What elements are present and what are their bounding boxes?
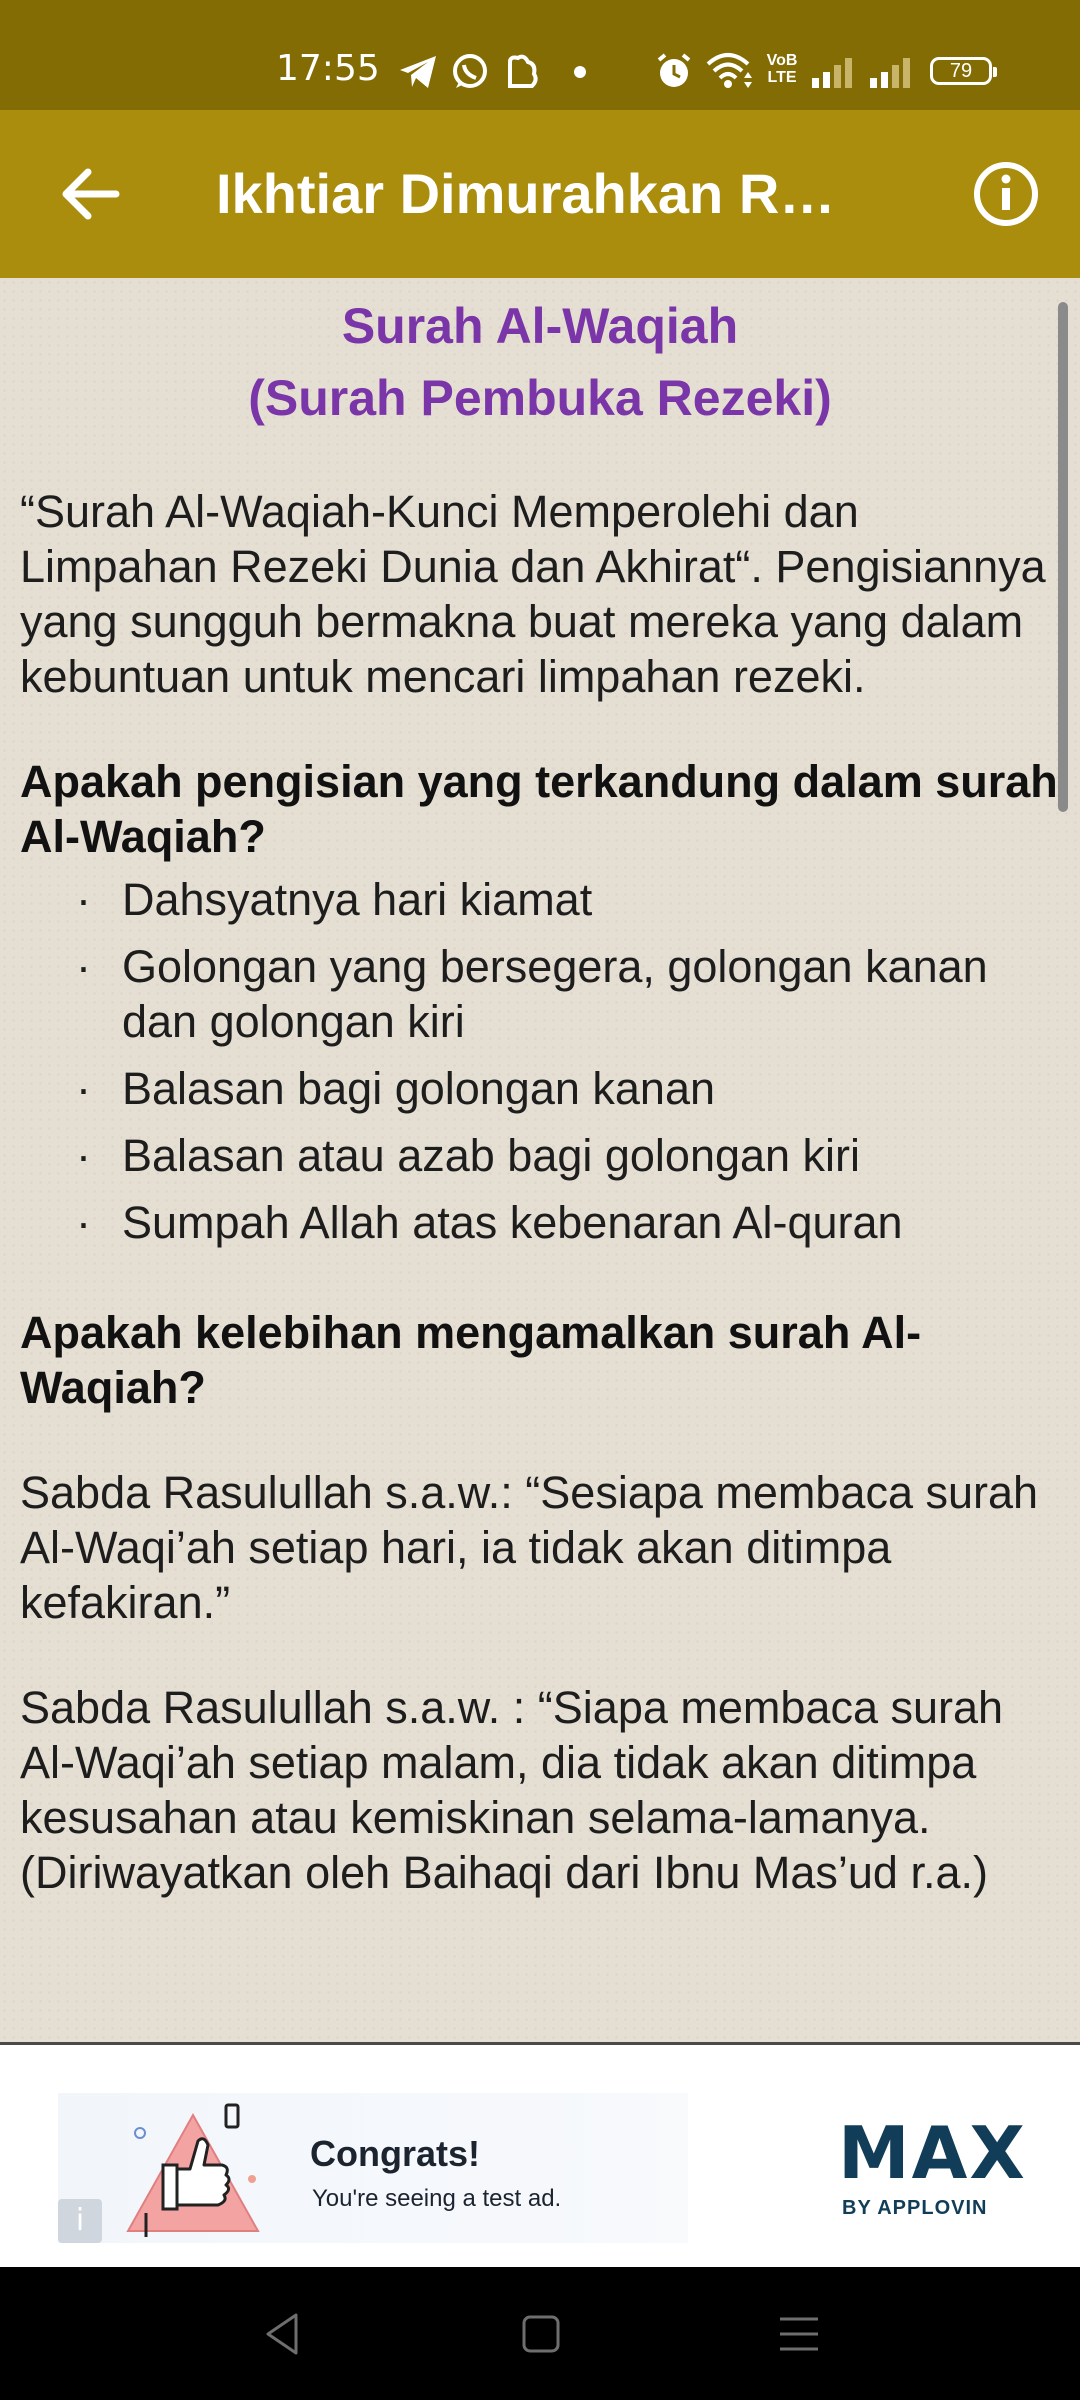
status-bar (0, 0, 1080, 110)
content-points-list (0, 872, 1080, 1250)
list-item (0, 1128, 1080, 1183)
list-item-text: Dahsyatnya hari kiamat (122, 874, 593, 925)
home-square-icon[interactable] (514, 2307, 568, 2361)
signal-icon-2 (870, 56, 916, 88)
ad-logo-sub: BY APPLOVIN (842, 2197, 988, 2219)
signal-icon (812, 56, 858, 88)
list-item-text: Balasan bagi golongan kanan (122, 1063, 715, 1114)
bullet: · (76, 1197, 91, 1248)
list-item-text: Golongan yang bersegera, golongan kanan dan golongan kiri (122, 941, 988, 1047)
menu-lines-icon[interactable] (772, 2307, 826, 2361)
back-triangle-icon[interactable] (256, 2307, 310, 2361)
dot-icon (574, 66, 586, 78)
thumbs-up-icon (118, 2103, 278, 2238)
list-item (0, 872, 1080, 927)
wifi-icon (706, 52, 752, 90)
bullet: · (76, 941, 91, 992)
hadith-paragraph-2: Sabda Rasulullah s.a.w. : “Siapa membaca surah Al-Waqi’ah setiap malam, dia tidak akan ditimpa kesusahan atau kemiskinan selama-lamanya. (Diriwayatkan oleh Baihaqi dari Ibnu Mas’ud r.a.) (20, 1682, 1004, 1898)
article-title-line2: (Surah Pembuka Rezeki) (248, 370, 832, 426)
ad-container (0, 2045, 1080, 2267)
ad-logo: MAX (838, 2111, 1027, 2195)
page-title: Ikhtiar Dimurahkan Re… (216, 162, 866, 225)
scrollbar[interactable] (1058, 302, 1068, 812)
intro-paragraph: “Surah Al-Waqiah-Kunci Memperolehi dan Limpahan Rezeki Dunia dan Akhirat“. Pengisiannya yang sungguh bermakna buat mereka yang dalam kebuntuan untuk mencari limpahan rezeki. (20, 486, 1046, 702)
list-item (0, 939, 1080, 1049)
ad-info-icon[interactable]: i (58, 2199, 102, 2243)
ad-title: Congrats! (310, 2133, 480, 2174)
hadith-paragraph-1: Sabda Rasulullah s.a.w.: “Sesiapa membaca surah Al-Waqi’ah setiap hari, ia tidak akan ditimpa kefakiran.” (20, 1467, 1039, 1628)
ad-banner[interactable] (58, 2093, 1027, 2243)
bullet: · (76, 874, 91, 925)
ad-logo-box (688, 2093, 1027, 2243)
bullet: · (76, 1130, 91, 1181)
ad-subtitle: You're seeing a test ad. (312, 2185, 562, 2212)
list-item-text: Balasan atau azab bagi golongan kiri (122, 1130, 861, 1181)
bullet: · (76, 1063, 91, 1114)
info-icon[interactable] (972, 160, 1040, 228)
list-item (0, 1195, 1080, 1250)
battery-icon: 79 (930, 57, 992, 85)
navigation-bar (0, 2267, 1080, 2400)
list-item (0, 1061, 1080, 1116)
volte-icon: VoB LTE (766, 52, 798, 86)
question-heading-1: Apakah pengisian yang terkandung dalam surah Al-Waqiah? (20, 756, 1058, 862)
question-heading-2: Apakah kelebihan mengamalkan surah Al-Waqiah? (20, 1307, 922, 1413)
cloud-icon (502, 52, 542, 92)
telegram-icon (398, 54, 438, 90)
article-title (0, 278, 1080, 434)
status-time: 17:55 (276, 48, 380, 89)
list-item-text: Sumpah Allah atas kebenaran Al-quran (122, 1197, 903, 1248)
alarm-icon (656, 52, 692, 90)
arrow-left-icon[interactable] (54, 158, 126, 230)
whatsapp-icon (450, 52, 490, 92)
article-title-line1: Surah Al-Waqiah (341, 298, 739, 354)
article-content[interactable] (0, 278, 1080, 2042)
app-bar (0, 110, 1080, 278)
